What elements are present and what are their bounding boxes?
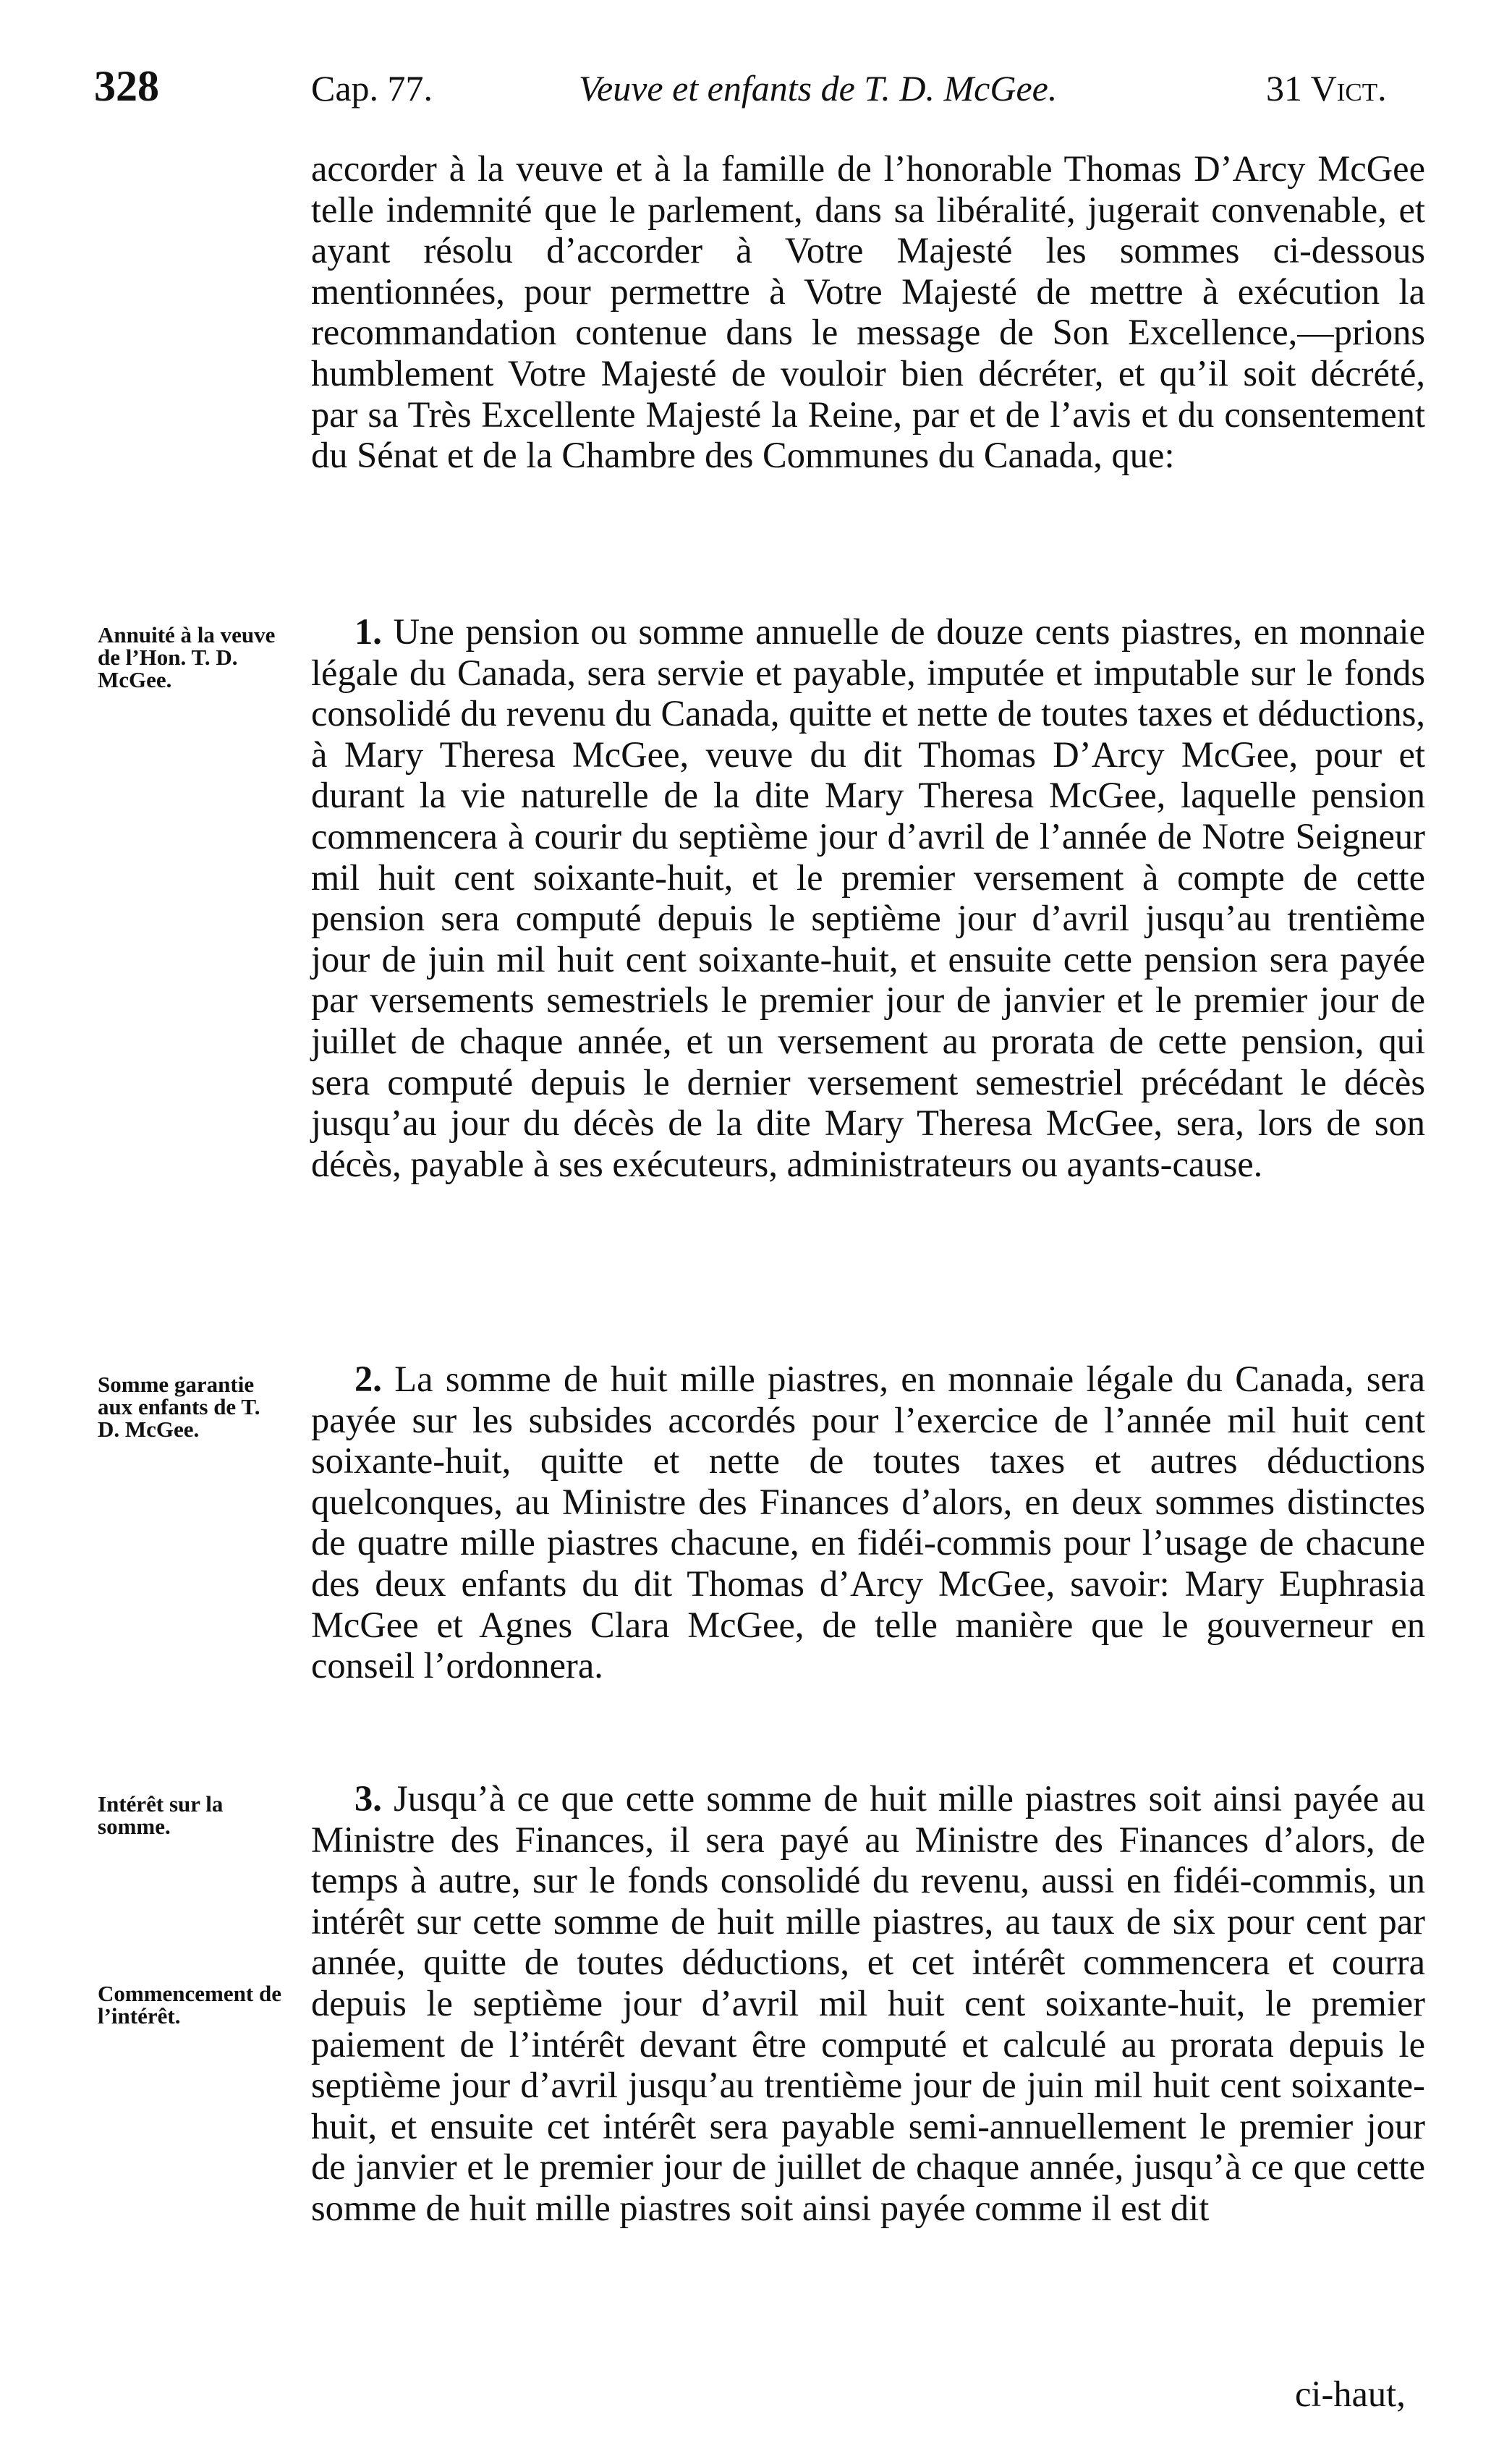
sidenote-interest: Intérêt sur la somme. xyxy=(98,1791,224,1839)
running-header xyxy=(0,61,1512,119)
regnal-year: 31 Vict. xyxy=(1266,68,1387,109)
section-1-number: 1. xyxy=(354,611,382,652)
sidenote-annuity: Annuité à la veuve de l’Hon. T. D. McGee. xyxy=(98,622,276,692)
preamble-paragraph: accorder à la veuve et à la famille de l’honorable Thomas D’Arcy McGee telle indemnité que le parlement, dans sa libéralité, jugerait convenable, et ayant résolu d’accorder à Votre Majesté les sommes ci-dessous mentionnées, pour permettre à Votre Majesté de mettre à exécution la recommandation contenue dans le message de Son Excellence,—prions humblement Votre Majesté de vouloir bien décréter, et qu’il soit décrété, par sa Très Excellente Majesté la Reine, par et de l’avis et du consentement du Sénat et de la Chambre des Communes du Canada, que: xyxy=(311,148,1425,476)
sidenote-sum-guaranteed: Somme garantie aux enfants de T. D. McGee. xyxy=(98,1372,260,1442)
section-3 xyxy=(311,1778,1425,2229)
running-title: Veuve et enfants de T. D. McGee. xyxy=(579,68,1058,109)
section-1-text: Une pension ou somme annuelle de douze cents piastres, en monnaie légale du Canada, sera servie et payable, imputée et imputable sur le fonds consolidé du revenu du Canada, quitte et nette de toutes taxes et déductions, à Mary Theresa McGee, veuve du dit Thomas D’Arcy McGee, pour et durant la vie naturelle de la dite Mary Theresa McGee, laquelle pension commencera à courir du septième jour d’avril de l’année de Notre Seigneur mil huit cent soixante-huit, et le premier versement à compte de cette pension sera computé depuis le septième jour d’avril jusqu’au trentième jour de juin mil huit cent soixante-huit, et ensuite cette pension sera payée par versements semestriels le premier jour de janvier et le premier jour de juillet de chaque année, et un versement au prorata de cette pension, qui sera computé depuis le dernier versement semestriel précédant le décès jusqu’au jour du décès de la dite Mary Theresa McGee, sera, lors de son décès, payable à ses exécuteurs, administrateurs ou ayants-cause. xyxy=(311,611,1426,1184)
section-2-number: 2. xyxy=(354,1359,382,1399)
sidenote-interest-start: Commencement de l’intérêt. xyxy=(98,1981,281,2029)
section-3-number: 3. xyxy=(354,1778,382,1819)
section-2 xyxy=(311,1359,1425,1686)
chapter-number: Cap. 77. xyxy=(311,68,433,109)
section-1 xyxy=(311,611,1425,1184)
section-3-text: Jusqu’à ce que cette somme de huit mille piastres soit ainsi payée au Ministre des Finances, il sera payé au Ministre des Finances d’alors, de temps à autre, sur le fonds consolidé du revenu, aussi en fidéi-commis, un intérêt sur cette somme de huit mille piastres, au taux de six pour cent par année, quitte de toutes déductions, et cet intérêt commencera et courra depuis le septième jour d’avril mil huit cent soixante-huit, le premier paiement de l’intérêt devant être computé et calculé au prorata depuis le septième jour d’avril jusqu’au trentième jour de juin mil huit cent soixante-huit, et ensuite cet intérêt sera payable semi-annuellement le premier jour de janvier et le premier jour de juillet de chaque année, jusqu’à ce que cette somme de huit mille piastres soit ainsi payée comme il est dit xyxy=(311,1778,1426,2228)
section-2-text: La somme de huit mille piastres, en monnaie légale du Canada, sera payée sur les subsides accordés pour l’exercice de l’année mil huit cent soixante-huit, quitte et nette de toutes taxes et autres déductions quelconques, au Ministre des Finances d’alors, en deux sommes distinctes de quatre mille piastres chacune, en fidéi-commis pour l’usage de chacune des deux enfants du dit Thomas d’Arcy McGee, savoir: Mary Euphrasia McGee et Agnes Clara McGee, de telle manière que le gouverneur en conseil l’ordonnera. xyxy=(311,1359,1425,1686)
catchword: ci-haut, xyxy=(1295,2374,1406,2414)
page-number: 328 xyxy=(94,62,159,110)
